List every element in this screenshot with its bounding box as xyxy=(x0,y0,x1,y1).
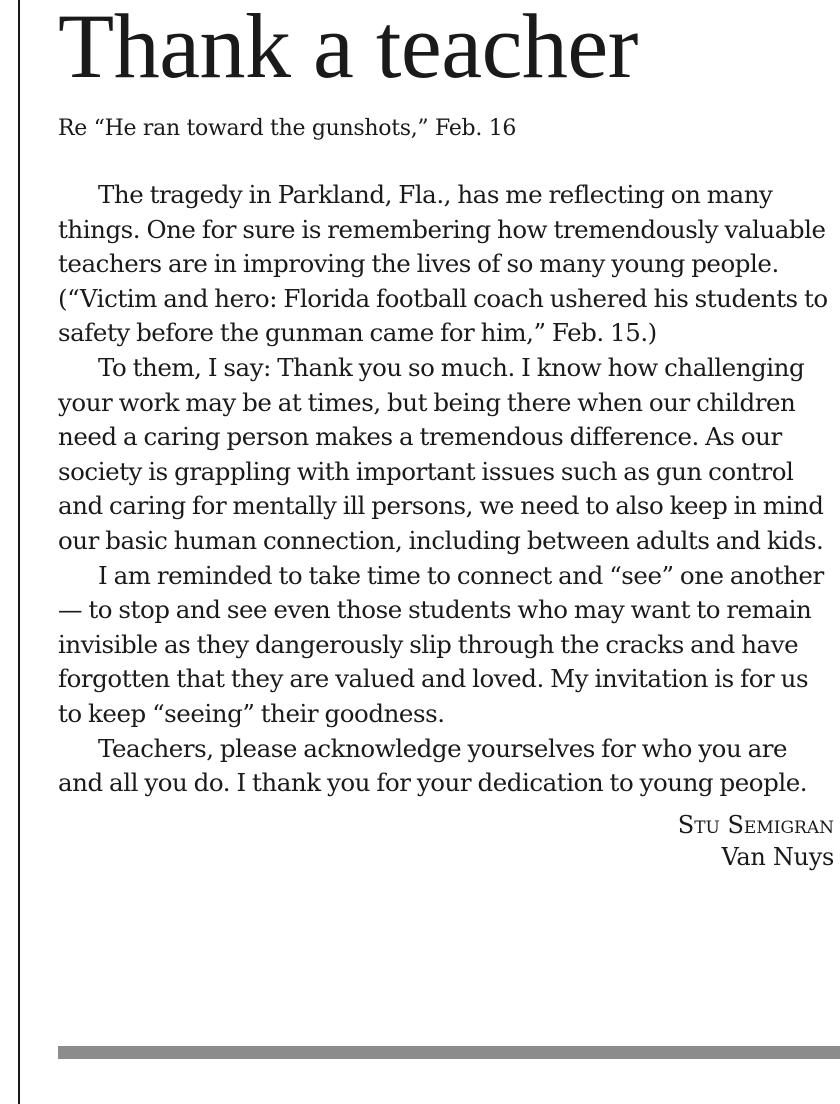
letter-article xyxy=(58,0,834,873)
reference-line: Re “He ran toward the gunshots,” Feb. 16 xyxy=(58,116,517,141)
section-divider-bar xyxy=(58,1046,840,1059)
author-name: Stu Semigran xyxy=(677,810,834,839)
headline: Thank a teacher xyxy=(58,0,638,97)
author-location: Van Nuys xyxy=(721,842,834,871)
letter-body xyxy=(58,178,834,801)
signature-block xyxy=(58,809,834,873)
column-rule xyxy=(18,0,20,1104)
paragraph: I am reminded to take time to connect and “see” one another — to stop and see even those students who may want to remain invisible as they dangerously slip through the cracks and have forgotten that they are valued and loved. My invitation is for us to keep “seeing” their goodness. xyxy=(58,560,824,728)
paragraph: The tragedy in Parkland, Fla., has me reflecting on many things. One for sure is remembering how tremendously valuable teachers are in improving the lives of so many young people. (“Victim and hero: Florida football coach ushered his students to safety before the gunman came for him,” Feb. 15.) xyxy=(58,180,828,348)
paragraph: To them, I say: Thank you so much. I know how challenging your work may be at times, but being there when our children need a caring person makes a tremendous difference. As our society is grappling with important issues such as gun control and caring for mentally ill persons, we need to also keep in mind our basic human connection, including between adults and kids. xyxy=(58,352,824,555)
paragraph: Teachers, please acknowledge yourselves for who you are and all you do. I thank you for your dedication to young people. xyxy=(58,733,808,798)
